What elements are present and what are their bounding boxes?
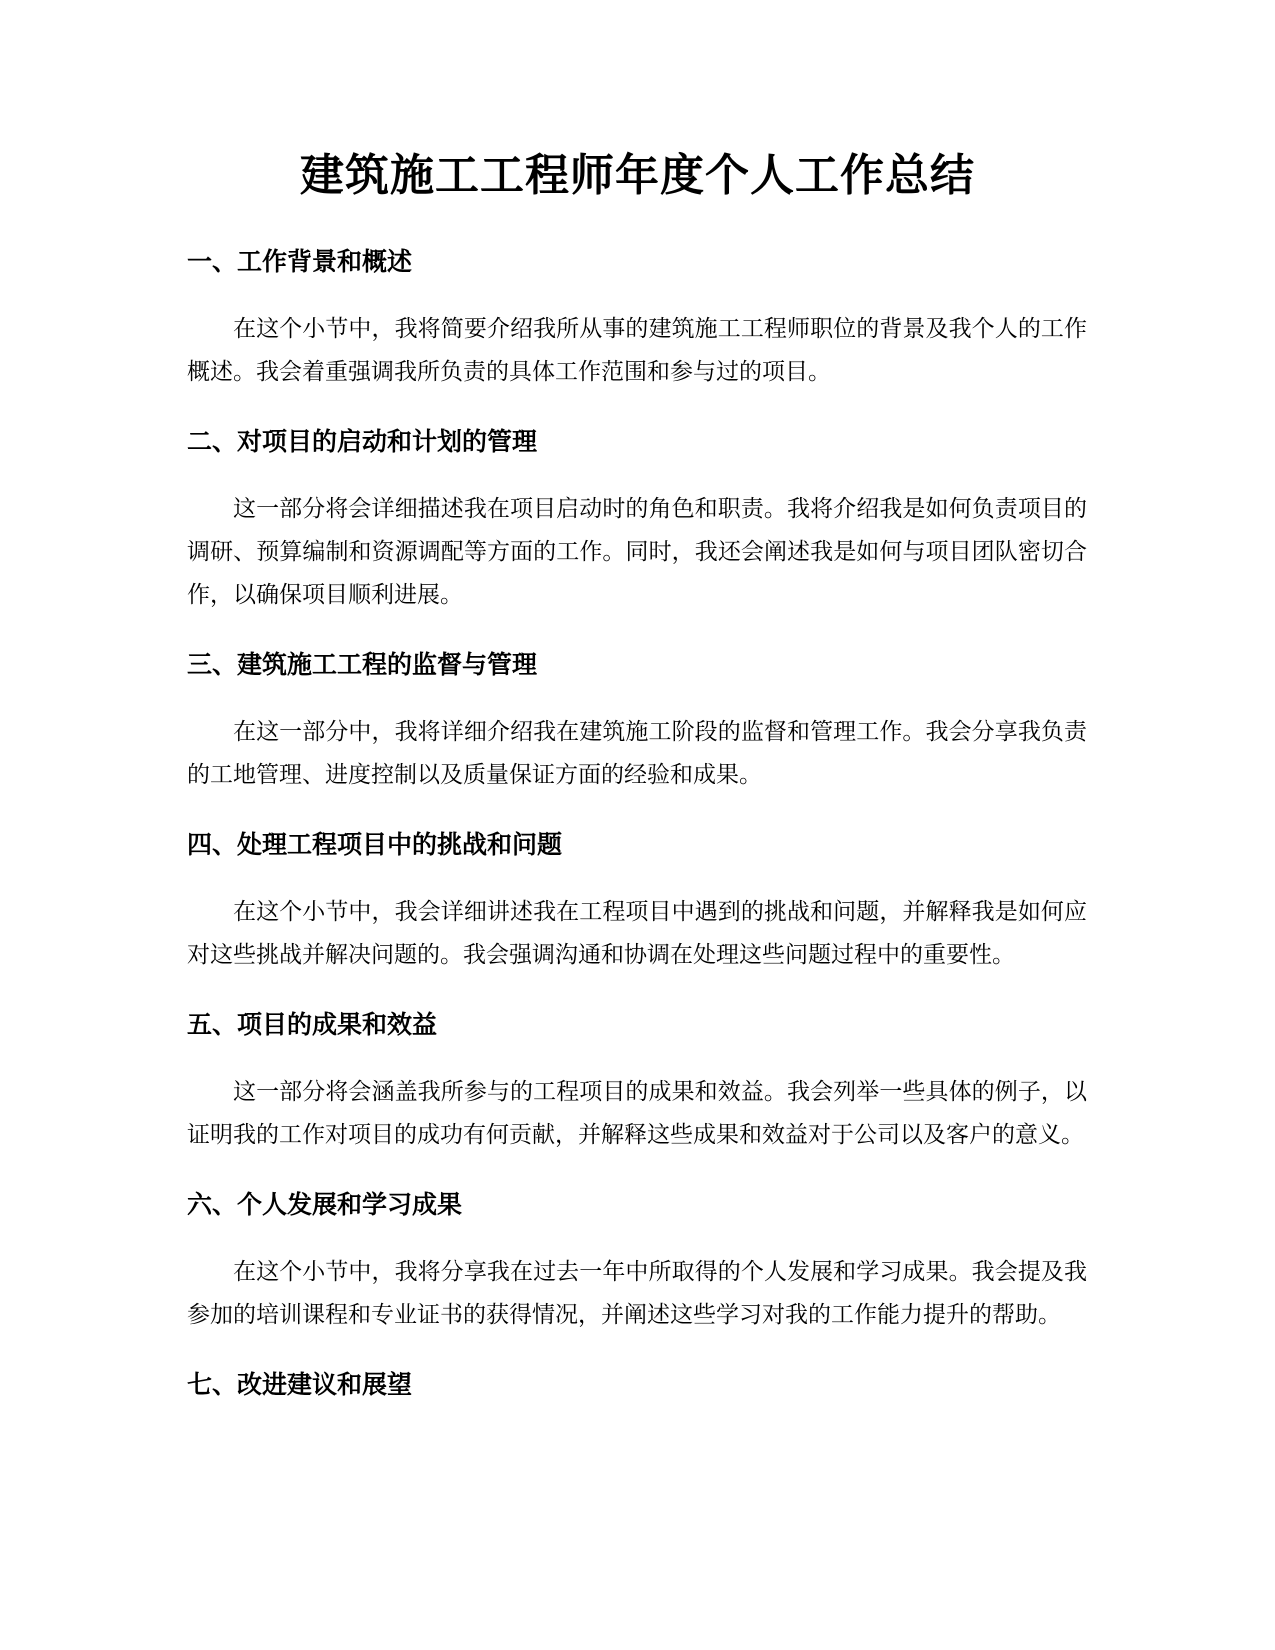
document-title: 建筑施工工程师年度个人工作总结 (300, 150, 975, 201)
section-heading: 三、建筑施工工程的监督与管理 (187, 650, 538, 679)
section-heading: 六、个人发展和学习成果 (187, 1190, 463, 1219)
section-heading: 一、工作背景和概述 (187, 247, 413, 276)
document-content (187, 244, 1087, 1431)
section-3 (187, 647, 1087, 797)
section-2 (187, 424, 1087, 617)
section-heading: 五、项目的成果和效益 (187, 1010, 438, 1039)
section-4 (187, 827, 1087, 977)
section-paragraph: 在这个小节中，我将简要介绍我所从事的建筑施工工程师职位的背景及我个人的工作概述。我会着重强调我所负责的具体工作范围和参与过的项目。 (187, 316, 1087, 385)
section-heading: 四、处理工程项目中的挑战和问题 (187, 830, 563, 859)
section-paragraph: 这一部分将会详细描述我在项目启动时的角色和职责。我将介绍我是如何负责项目的调研、预算编制和资源调配等方面的工作。同时，我还会阐述我是如何与项目团队密切合作，以确保项目顺利进展。 (187, 496, 1087, 608)
section-heading: 二、对项目的启动和计划的管理 (187, 427, 538, 456)
section-heading: 七、改进建议和展望 (187, 1370, 413, 1399)
section-paragraph: 在这一部分中，我将详细介绍我在建筑施工阶段的监督和管理工作。我会分享我负责的工地管理、进度控制以及质量保证方面的经验和成果。 (187, 719, 1087, 788)
section-paragraph: 在这个小节中，我将分享我在过去一年中所取得的个人发展和学习成果。我会提及我参加的培训课程和专业证书的获得情况，并阐述这些学习对我的工作能力提升的帮助。 (187, 1259, 1087, 1328)
section-paragraph: 这一部分将会涵盖我所参与的工程项目的成果和效益。我会列举一些具体的例子，以证明我的工作对项目的成功有何贡献，并解释这些成果和效益对于公司以及客户的意义。 (187, 1079, 1087, 1148)
section-5 (187, 1007, 1087, 1157)
section-6 (187, 1187, 1087, 1337)
section-1 (187, 244, 1087, 394)
section-7 (187, 1367, 1087, 1403)
section-paragraph: 在这个小节中，我会详细讲述我在工程项目中遇到的挑战和问题，并解释我是如何应对这些挑战并解决问题的。我会强调沟通和协调在处理这些问题过程中的重要性。 (187, 899, 1087, 968)
